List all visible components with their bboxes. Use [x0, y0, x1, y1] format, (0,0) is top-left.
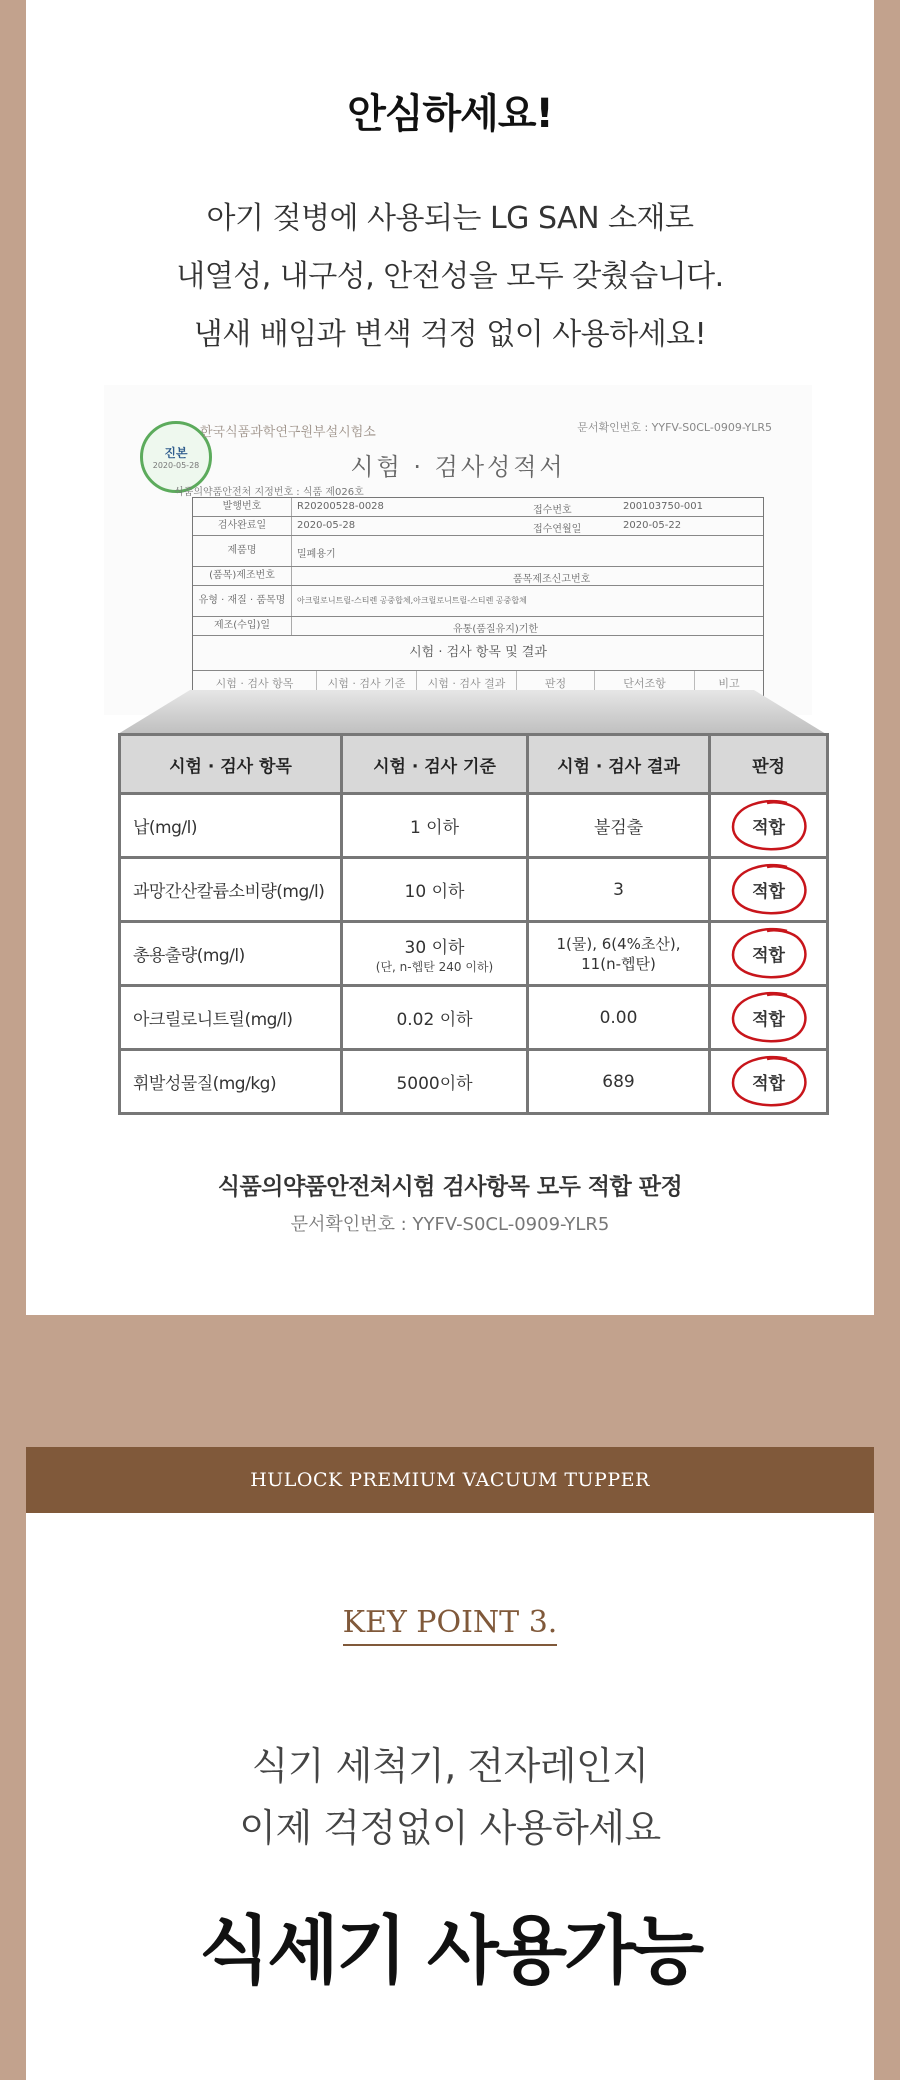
row-item: 아크릴로니트릴(mg/l): [120, 986, 342, 1050]
certificate-authority: 식품의약품안전처 지정번호 : 식품 제026호: [174, 487, 364, 498]
cert-row-label: 발행번호: [193, 498, 292, 516]
standard-value: 0.02 이하: [396, 1010, 473, 1030]
keypoint-label: KEY POINT 3.: [343, 1605, 558, 1646]
summary-doc-no: 문서확인번호 : YYFV-S0CL-0909-YLR5: [290, 1214, 610, 1235]
row-result: [528, 986, 710, 1050]
standard-value: 5000이하: [396, 1074, 473, 1094]
standard-value: 10 이하: [404, 882, 465, 902]
result-value: 689: [602, 1071, 635, 1092]
intro-line-2: 내열성, 내구성, 안전성을 모두 갖췄습니다.: [176, 259, 724, 294]
cert-row-value: 밀폐용기: [297, 549, 336, 560]
table-row: [120, 858, 828, 922]
cert-row-label-2: 접수연월일: [533, 524, 582, 535]
stamp-date: 2020-05-28: [152, 461, 200, 470]
cert-row: [193, 617, 763, 636]
table-row: [120, 794, 828, 858]
cert-row-value-2: 200103750-001: [623, 501, 703, 512]
row-standard: [342, 1050, 528, 1114]
feature-subtitle-line-2: 이제 걱정없이 사용하세요: [239, 1806, 661, 1850]
standard-value: 1 이하: [409, 818, 460, 838]
intro-text: [26, 190, 874, 364]
cert-row: [193, 586, 763, 617]
result-value: 3: [613, 879, 624, 900]
cert-row-value: 아크릴로니트릴-스티렌 공중합체,아크릴로니트릴-스티렌 공중합체: [297, 596, 527, 605]
results-table: [118, 733, 829, 1115]
standard-value: 30 이하: [404, 937, 465, 958]
certificate-form: [192, 497, 764, 715]
verdict-label: 적합: [752, 1010, 785, 1030]
result-value: 불검출: [593, 818, 644, 838]
row-standard: [342, 986, 528, 1050]
row-verdict: [710, 1050, 828, 1114]
table-row: [120, 986, 828, 1050]
row-result: [528, 922, 710, 986]
results-header-row: [120, 735, 828, 794]
cert-row-label: 제조(수입)일: [193, 617, 292, 635]
cert-header-cell: 시험 · 검사 항목: [193, 671, 317, 697]
cert-header-cell: 단서조항: [595, 671, 695, 697]
verdict-label: 적합: [752, 818, 785, 838]
feature-subtitle-line-1: 식기 세척기, 전자레인지: [251, 1744, 649, 1788]
headline: 안심하세요!: [347, 91, 553, 137]
summary-text: 식품의약품안전처시험 검사항목 모두 적합 판정: [217, 1174, 683, 1200]
result-value-line-2: 11(n-헵탄): [581, 954, 656, 973]
verdict-label: 적합: [752, 1074, 785, 1094]
cert-header-cell: 판정: [517, 671, 595, 697]
certificate-image: [104, 385, 812, 715]
bottom-panel: [26, 1447, 874, 2080]
row-result: [528, 858, 710, 922]
cert-row-label-2: 접수번호: [533, 505, 572, 516]
row-standard: [342, 858, 528, 922]
row-item: 총용출량(mg/l): [120, 922, 342, 986]
cert-row-value: 2020-05-28: [297, 520, 356, 531]
header-standard: 시험 · 검사 기준: [342, 735, 528, 794]
verdict-label: 적합: [752, 946, 785, 966]
cert-row-label-2: 유통(품질유지)기한: [453, 624, 539, 635]
header-item: 시험 · 검사 항목: [120, 735, 342, 794]
result-value: 0.00: [599, 1007, 638, 1028]
feature-headline: 식세기 사용가능: [198, 1908, 702, 1994]
cert-section-title: 시험 · 검사 항목 및 결과: [193, 636, 763, 671]
cert-row: [193, 517, 763, 536]
header-verdict: 판정: [710, 735, 828, 794]
row-result: [528, 794, 710, 858]
table-magnify-connector: [118, 690, 826, 734]
row-verdict: [710, 986, 828, 1050]
row-item: 과망간산칼륨소비량(mg/l): [120, 858, 342, 922]
row-verdict: [710, 794, 828, 858]
cert-row-label-2: 품목제조신고번호: [513, 574, 591, 585]
feature-subtitle: [26, 1735, 874, 1859]
intro-line-1: 아기 젖병에 사용되는 LG SAN 소재로: [206, 201, 694, 236]
row-item: 납(mg/l): [120, 794, 342, 858]
row-verdict: [710, 858, 828, 922]
cert-row-value: R20200528-0028: [297, 501, 384, 512]
cert-header-cell: 비고: [718, 677, 740, 690]
cert-row: [193, 498, 763, 517]
certificate-org: 한국식품과학연구원부설시험소: [200, 425, 376, 440]
top-panel: [26, 0, 874, 1315]
cert-row-label: 제품명: [193, 536, 292, 566]
row-standard: [342, 794, 528, 858]
result-value: 1(물), 6(4%초산),: [556, 934, 681, 953]
row-standard: [342, 922, 528, 986]
row-verdict: [710, 922, 828, 986]
cert-row-label: 유형 · 재질 · 품목명: [193, 586, 292, 616]
standard-note: (단, n-헵탄 240 이하): [375, 959, 494, 974]
row-result: [528, 1050, 710, 1114]
certificate-title: 시험 · 검사성적서: [350, 453, 566, 481]
table-row: [120, 922, 828, 986]
cert-row-label: (품목)제조번호: [193, 567, 292, 585]
table-row: [120, 1050, 828, 1114]
verdict-label: 적합: [752, 882, 785, 902]
row-item: 휘발성물질(mg/kg): [120, 1050, 342, 1114]
keypoint-title: [26, 1605, 874, 1640]
brand-banner: HULOCK PREMIUM VACUUM TUPPER: [26, 1447, 874, 1513]
cert-row-value-2: 2020-05-22: [623, 520, 682, 531]
intro-line-3: 냄새 배임과 변색 걱정 없이 사용하세요!: [193, 317, 707, 352]
stamp-text: 진본: [164, 446, 188, 460]
cert-header-cell: 시험 · 검사 결과: [417, 671, 517, 697]
cert-row: [193, 536, 763, 567]
cert-row-label: 검사완료일: [193, 517, 292, 535]
cert-row: [193, 567, 763, 586]
certificate-doc-no: 문서확인번호 : YYFV-S0CL-0909-YLR5: [577, 421, 772, 434]
cert-header-cell: 시험 · 검사 기준: [317, 671, 417, 697]
header-result: 시험 · 검사 결과: [528, 735, 710, 794]
